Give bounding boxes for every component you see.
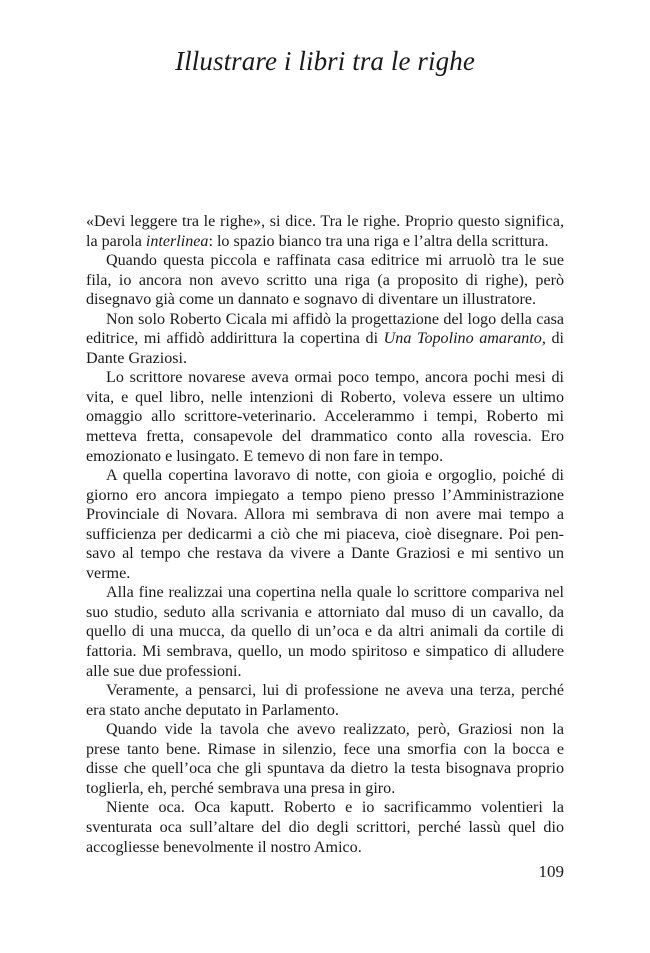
- text-run: : lo spazio bianco tra una riga e l’altra della scrittura.: [208, 232, 549, 250]
- page-number: 109: [538, 862, 564, 881]
- paragraph: Quando vide la tavola che avevo realizzato, però, Graziosi non la prese tanto bene. Rimase in silenzio, fece una smorfia con la bocca e disse che quell’oca che gli spuntava da dietro la testa bisognava proprio toglierla, eh, perché sembrava una presa in giro.: [86, 721, 564, 797]
- book-title: Una Topolino amaranto: [383, 330, 542, 348]
- paragraph: [86, 212, 564, 251]
- emphasis-interlinea: interlinea: [145, 232, 209, 250]
- text-run: , di Dante Graziosi.: [86, 330, 564, 367]
- paragraph: Veramente, a pensarci, lui di professione ne aveva una terza, perché era stato anche deputato in Parlamento.: [86, 682, 564, 719]
- paragraph: [86, 310, 564, 369]
- paragraph: Alla fine realizzai una copertina nella quale lo scrittore compariva nel suo studio, seduto alla scrivania e attorniato dal muso di un cavallo, da quello di una mucca, da quello di un’oca e da altri animali da cortile di fattoria. Mi sembrava, quello, un modo spiritoso e simpatico di alludere alle sue due professioni.: [86, 584, 564, 680]
- paragraph: A quella copertina lavoravo di notte, con gioia e orgoglio, poiché di giorno ero ancora impiegato a tempo pieno presso l’Amministrazione Provinciale di Novara. Allora mi sembrava di non avere mai tempo a sufficienza per dedicarmi a ciò che mi piaceva, cioè disegnare. Poi pensavo al tempo che restava da vivere a Dante Graziosi e mi sentivo un verme.: [86, 467, 564, 582]
- text-run: Non solo Roberto Cicala mi affidò la progettazione del logo della casa editrice, mi affidò addirittura la copertina di: [86, 310, 564, 348]
- body-text: [86, 212, 564, 857]
- paragraph: Quando questa piccola e raffinata casa editrice mi arruolò tra le sue fila, io ancora non avevo scritto una riga (a proposito di righe), però disegnavo già come un dannato e sognavo di diventare un illustratore.: [86, 252, 564, 309]
- paragraph: Niente oca. Oca kaputt. Roberto e io sacrificammo volentieri la sventurata oca sull’altare del dio degli scrittori, perché lassù quel dio accogliesse benevolmente il nostro Amico.: [86, 799, 564, 856]
- text-run: «Devi leggere tra le righe», si dice. Tra le righe. Proprio questo significa, la parola: [86, 213, 564, 250]
- chapter-title: Illustrare i libri tra le righe: [175, 46, 475, 76]
- paragraph: Lo scrittore novarese aveva ormai poco tempo, ancora pochi mesi di vita, e quel libro, nelle intenzioni di Roberto, voleva essere un ultimo omaggio allo scrittore-veterinario. Accelerammo i tempi, Roberto mi metteva fretta, consapevole del drammatico conto alla rovescia. Ero emozionato e lusingato. E temevo di non fare in tempo.: [86, 369, 564, 465]
